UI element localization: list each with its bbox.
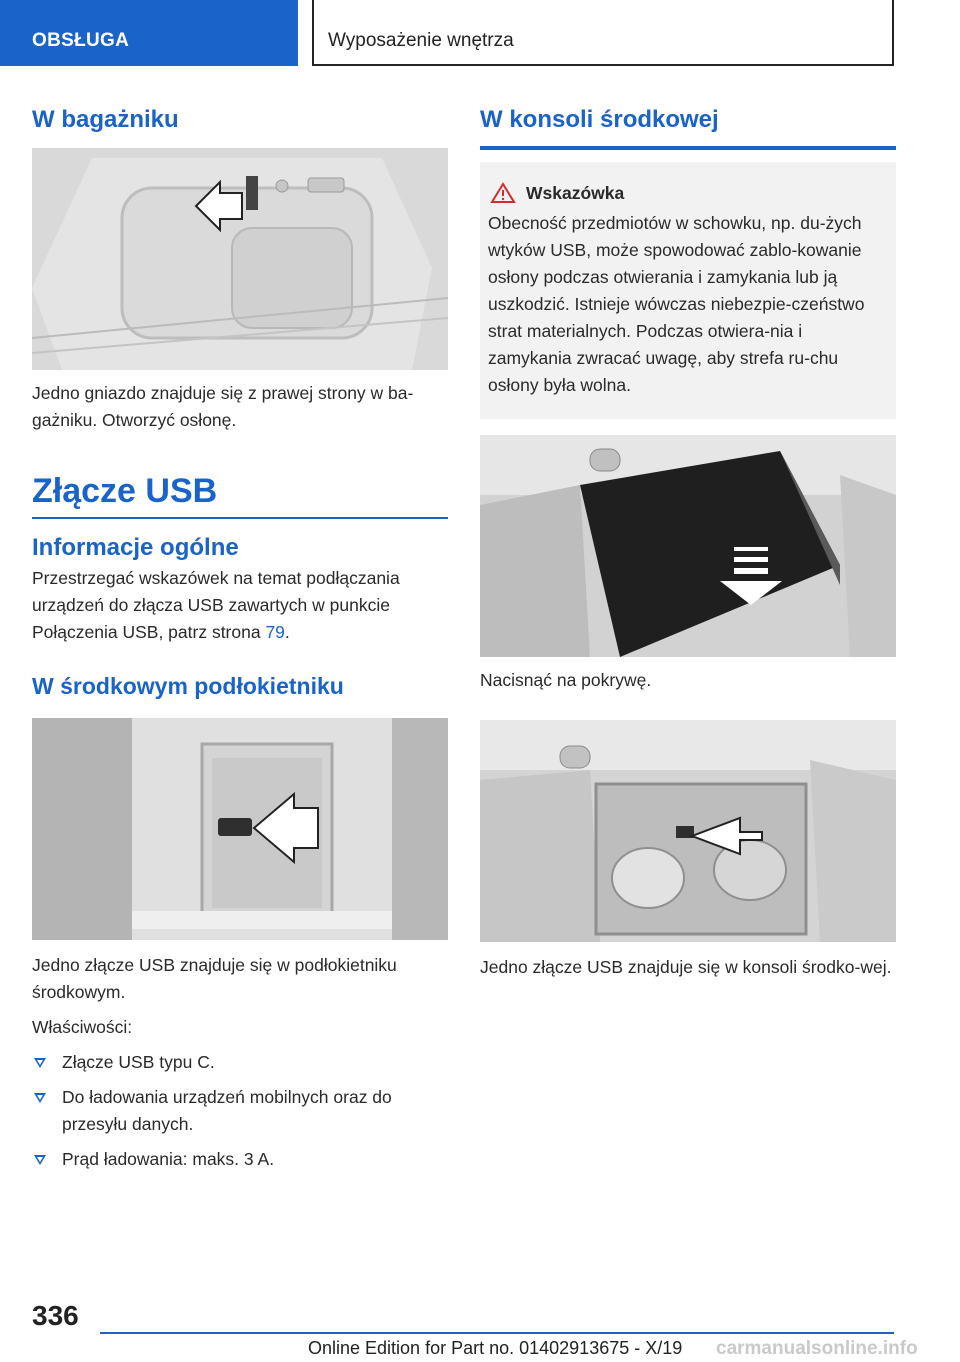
armrest-heading: W środkowym podłokietniku bbox=[32, 673, 344, 699]
console-heading: W konsoli środkowej bbox=[480, 100, 896, 150]
usb-heading: Złącze USB bbox=[32, 472, 448, 519]
warning-triangle-icon bbox=[490, 182, 516, 204]
trunk-photo bbox=[32, 148, 448, 370]
note-text: Obecność przedmiotów w schowku, np. du-żych wtyków USB, może spowodować zablo-kowanie osłony podczas otwierania i zamykania lub ją uszkodzić. Istnieje wówczas niebezpie-czeństwo strat materialnych. Podczas otwiera-nia i zamykania zwracać uwagę, aby strefa ru-chu osłony była wolna. bbox=[488, 213, 865, 395]
page-link[interactable]: 79 bbox=[265, 622, 285, 642]
props-label: Właściwości: bbox=[32, 1017, 133, 1037]
note-title: Wskazówka bbox=[526, 182, 625, 203]
section-tab[interactable]: OBSŁUGA bbox=[0, 0, 298, 66]
chapter-title: Wyposażenie wnętrza bbox=[312, 0, 894, 66]
bullet-triangle-icon bbox=[34, 1093, 46, 1103]
general-text-end: . bbox=[284, 622, 290, 642]
list-item bbox=[32, 1084, 448, 1138]
console-photo bbox=[480, 720, 896, 942]
bullet-triangle-icon bbox=[34, 1155, 46, 1165]
bullet-triangle-icon bbox=[34, 1058, 46, 1068]
props-list bbox=[32, 1049, 448, 1173]
edition-text: Online Edition for Part no. 01402913675 - X/19 bbox=[308, 1338, 683, 1358]
general-text bbox=[32, 565, 448, 646]
footer-divider bbox=[100, 1332, 894, 1334]
general-heading: Informacje ogólne bbox=[32, 534, 239, 561]
list-item-text: Złącze USB typu C. bbox=[62, 1052, 215, 1072]
trunk-text: Jedno gniazdo znajduje się z prawej strony w ba-gażniku. Otworzyć osłonę. bbox=[32, 383, 414, 430]
press-text: Nacisnąć na pokrywę. bbox=[480, 670, 652, 690]
armrest-photo bbox=[32, 718, 448, 940]
warning-note bbox=[480, 162, 896, 419]
page-number: 336 bbox=[32, 1300, 79, 1331]
list-item bbox=[32, 1146, 448, 1173]
list-item-text: Prąd ładowania: maks. 3 A. bbox=[62, 1149, 275, 1169]
list-item-text: Do ładowania urządzeń mobilnych oraz do przesyłu danych. bbox=[62, 1087, 392, 1134]
watermark: carmanualsonline.info bbox=[716, 1338, 918, 1359]
console-text: Jedno złącze USB znajduje się w konsoli środko-wej. bbox=[480, 957, 892, 977]
general-text-body: Przestrzegać wskazówek na temat podłączania urządzeń do złącza USB zawartych w punkcie Połączenia USB, patrz strona bbox=[32, 568, 400, 642]
left-column bbox=[32, 100, 448, 1173]
right-column bbox=[480, 100, 896, 981]
note-header bbox=[488, 182, 888, 204]
trunk-heading: W bagażniku bbox=[32, 106, 179, 133]
armrest-text: Jedno złącze USB znajduje się w podłokietniku środkowym. bbox=[32, 955, 397, 1002]
list-item bbox=[32, 1049, 448, 1076]
lid-photo bbox=[480, 435, 896, 657]
